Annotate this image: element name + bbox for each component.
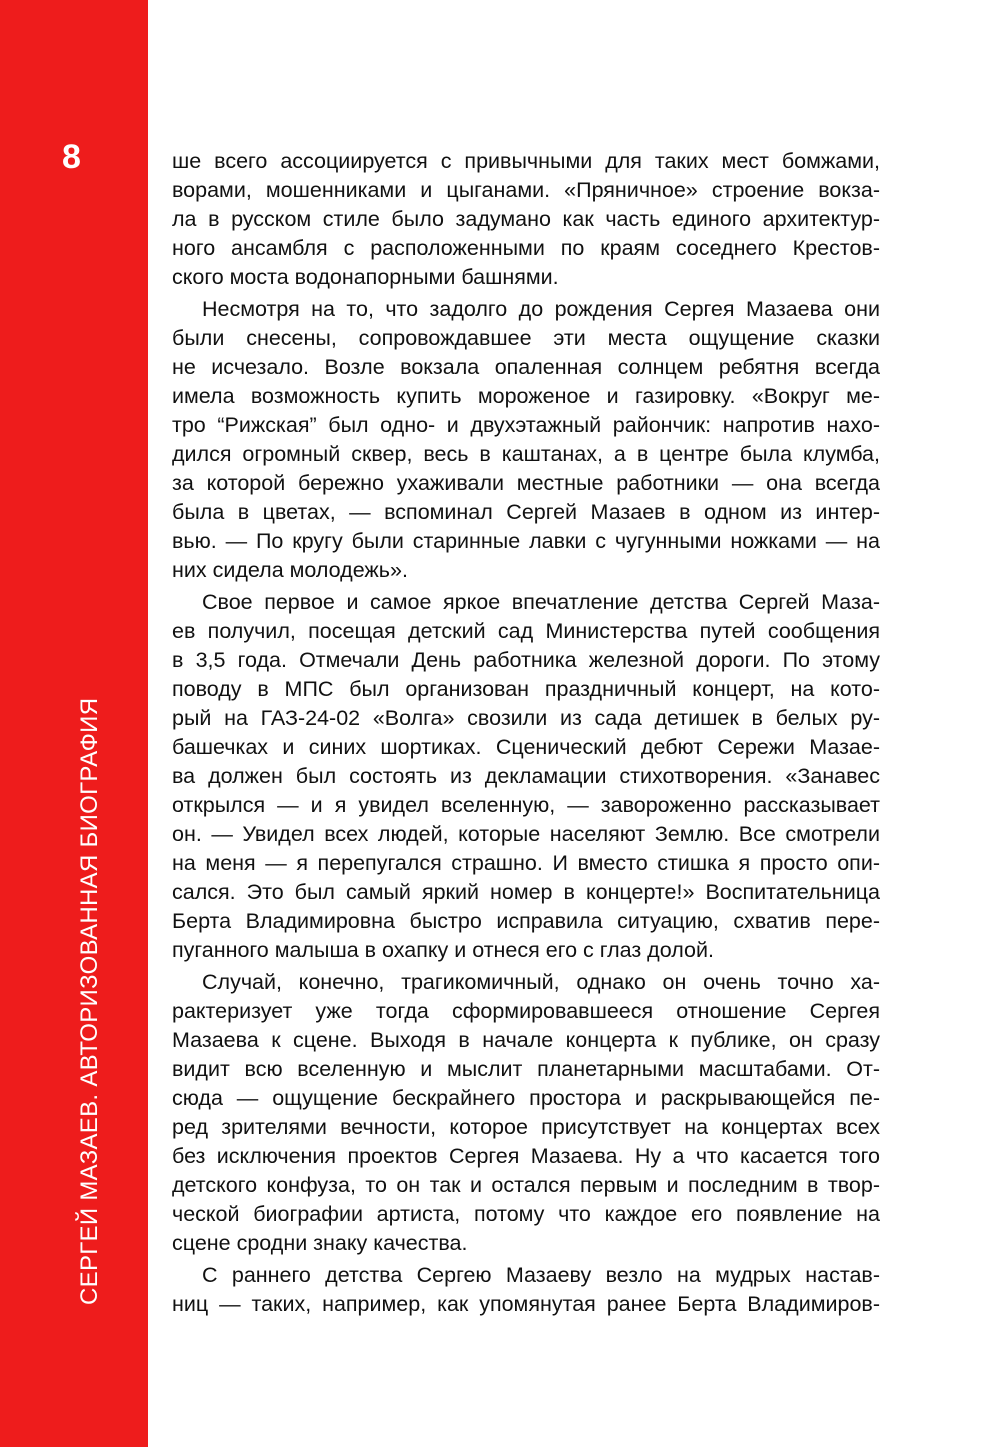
- text-line: ного ансамбля с расположенными по краям соседнего Крестов-: [172, 236, 880, 260]
- text-line: детского конфуза, то он так и остался первым и последним в твор-: [172, 1173, 880, 1197]
- paragraph: [172, 295, 880, 585]
- text-line: Несмотря на то, что задолго до рождения Сергея Мазаева они: [202, 297, 880, 321]
- text-line: сцене сродни знаку качества.: [172, 1231, 468, 1255]
- text-line: рактеризует уже тогда сформировавшееся отношение Сергея: [172, 999, 880, 1023]
- page-number: 8: [62, 138, 81, 176]
- text-line: открылся — и я увидел вселенную, — завороженно рассказывает: [172, 793, 880, 817]
- text-line: тро “Рижская” был одно- и двухэтажный райончик: напротив нахо-: [172, 413, 880, 437]
- text-line: Берта Владимировна быстро исправила ситуацию, схватив пере-: [172, 909, 880, 933]
- text-line: имела возможность купить мороженое и газировку. «Вокруг ме-: [172, 384, 880, 408]
- text-line: поводу в МПС был организован праздничный концерт, на кото-: [172, 677, 880, 701]
- text-line: пуганного малыша в охапку и отнеся его с глаз долой.: [172, 938, 714, 962]
- text-line: видит всю вселенную и мыслит планетарными масштабами. От-: [172, 1057, 880, 1081]
- paragraph: [172, 588, 880, 965]
- text-line: сался. Это был самый яркий номер в концерте!» Воспитательница: [172, 880, 880, 904]
- side-band: [0, 0, 148, 1447]
- text-line: дился огромный сквер, весь в каштанах, а в центре была клумба,: [172, 442, 880, 466]
- text-line: были снесены, сопровождавшее эти места ощущение сказки: [172, 326, 880, 350]
- text-line: вью. — По кругу были старинные лавки с чугунными ножками — на: [172, 529, 880, 553]
- text-line: Мазаева к сцене. Выходя в начале концерта к публике, он сразу: [172, 1028, 880, 1052]
- text-line: ческой биографии артиста, потому что каждое его появление на: [172, 1202, 880, 1226]
- text-line: ред зрителями вечности, которое присутствует на концертах всех: [172, 1115, 880, 1139]
- text-line: он. — Увидел всех людей, которые населяют Землю. Все смотрели: [172, 822, 880, 846]
- text-line: за которой бережно ухаживали местные работники — она всегда: [172, 471, 880, 495]
- text-line: ла в русском стиле было задумано как часть единого архитектур-: [172, 207, 880, 231]
- body-text: [172, 147, 880, 1319]
- paragraph: [172, 1261, 880, 1319]
- text-line: рый на ГАЗ-24-02 «Волга» свозили из сада детишек в белых ру-: [172, 706, 880, 730]
- text-line: ше всего ассоциируется с привычными для таких мест бомжами,: [172, 149, 880, 173]
- text-line: ского моста водонапорными башнями.: [172, 265, 559, 289]
- text-line: без исключения проектов Сергея Мазаева. Ну а что касается того: [172, 1144, 880, 1168]
- text-line: на меня — я перепугался страшно. И вместо стишка я просто опи-: [172, 851, 880, 875]
- text-line: них сидела молодежь».: [172, 558, 408, 582]
- text-line: ев получил, посещая детский сад Министерства путей сообщения: [172, 619, 880, 643]
- running-title: СЕРГЕЙ МАЗАЕВ. АВТОРИЗОВАННАЯ БИОГРАФИЯ: [76, 697, 103, 1305]
- text-line: ва должен был состоять из декламации стихотворения. «Занавес: [172, 764, 880, 788]
- paragraph: [172, 147, 880, 292]
- text-line: С раннего детства Сергею Мазаеву везло на мудрых настав-: [202, 1263, 880, 1287]
- text-line: ниц — таких, например, как упомянутая ранее Берта Владимиров-: [172, 1292, 880, 1316]
- text-line: не исчезало. Возле вокзала опаленная солнцем ребятня всегда: [172, 355, 880, 379]
- text-line: ворами, мошенниками и цыганами. «Пряничное» строение вокза-: [172, 178, 880, 202]
- text-line: была в цветах, — вспоминал Сергей Мазаев в одном из интер-: [172, 500, 880, 524]
- text-line: Случай, конечно, трагикомичный, однако он очень точно ха-: [202, 970, 880, 994]
- text-line: в 3,5 года. Отмечали День работника железной дороги. По этому: [172, 648, 880, 672]
- paragraph: [172, 968, 880, 1258]
- text-line: сюда — ощущение бескрайнего простора и раскрывающейся пе-: [172, 1086, 880, 1110]
- text-line: башечках и синих шортиках. Сценический дебют Сережи Мазае-: [172, 735, 880, 759]
- text-line: Свое первое и самое яркое впечатление детства Сергей Маза-: [202, 590, 880, 614]
